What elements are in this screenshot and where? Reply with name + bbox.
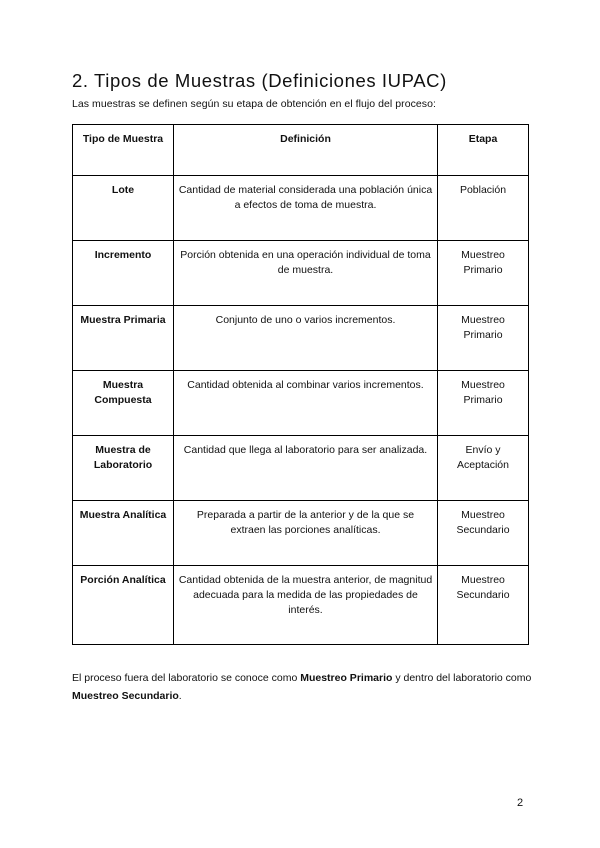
closing-paragraph [72,669,532,705]
cell-definicion: Porción obtenida en una operación individual de toma de muestra. [174,241,438,306]
cell-tipo: Incremento [73,241,174,306]
sample-types-table [72,124,529,645]
table-row [73,306,529,371]
cell-definicion: Preparada a partir de la anterior y de la que se extraen las porciones analíticas. [174,501,438,566]
closing-bold-secundario: Muestreo Secundario [72,690,179,702]
page-number: 2 [517,797,524,809]
closing-text-2: y dentro del laboratorio como [392,672,532,684]
cell-etapa: Muestreo Primario [438,306,529,371]
cell-tipo: Muestra Analítica [73,501,174,566]
closing-bold-primario: Muestreo Primario [300,672,393,684]
table-header-row [73,125,529,176]
header-etapa: Etapa [438,125,529,176]
intro-paragraph: Las muestras se definen según su etapa de obtención en el flujo del proceso: [72,98,436,110]
cell-definicion: Cantidad obtenida al combinar varios incrementos. [174,371,438,436]
cell-etapa: Muestreo Secundario [438,566,529,645]
closing-text-1: El proceso fuera del laboratorio se conoce como [72,672,301,684]
cell-tipo: Muestra de Laboratorio [73,436,174,501]
table-row [73,241,529,306]
cell-tipo: Porción Analítica [73,566,174,645]
closing-text-3: . [178,690,182,702]
table-row [73,371,529,436]
cell-tipo: Muestra Primaria [73,306,174,371]
table-row [73,176,529,241]
cell-etapa: Envío y Aceptación [438,436,529,501]
cell-tipo: Muestra Compuesta [73,371,174,436]
cell-etapa: Muestreo Primario [438,371,529,436]
table-row [73,436,529,501]
table-row [73,501,529,566]
cell-definicion: Cantidad de material considerada una población única a efectos de toma de muestra. [174,176,438,241]
cell-definicion: Cantidad obtenida de la muestra anterior, de magnitud adecuada para la medida de las propiedades de interés. [174,566,438,645]
header-definicion: Definición [174,125,438,176]
section-heading: 2. Tipos de Muestras (Definiciones IUPAC) [72,70,447,91]
cell-etapa: Muestreo Primario [438,241,529,306]
table-row [73,566,529,645]
cell-tipo: Lote [73,176,174,241]
cell-definicion: Cantidad que llega al laboratorio para ser analizada. [174,436,438,501]
cell-etapa: Población [438,176,529,241]
header-tipo: Tipo de Muestra [73,125,174,176]
cell-definicion: Conjunto de uno o varios incrementos. [174,306,438,371]
cell-etapa: Muestreo Secundario [438,501,529,566]
